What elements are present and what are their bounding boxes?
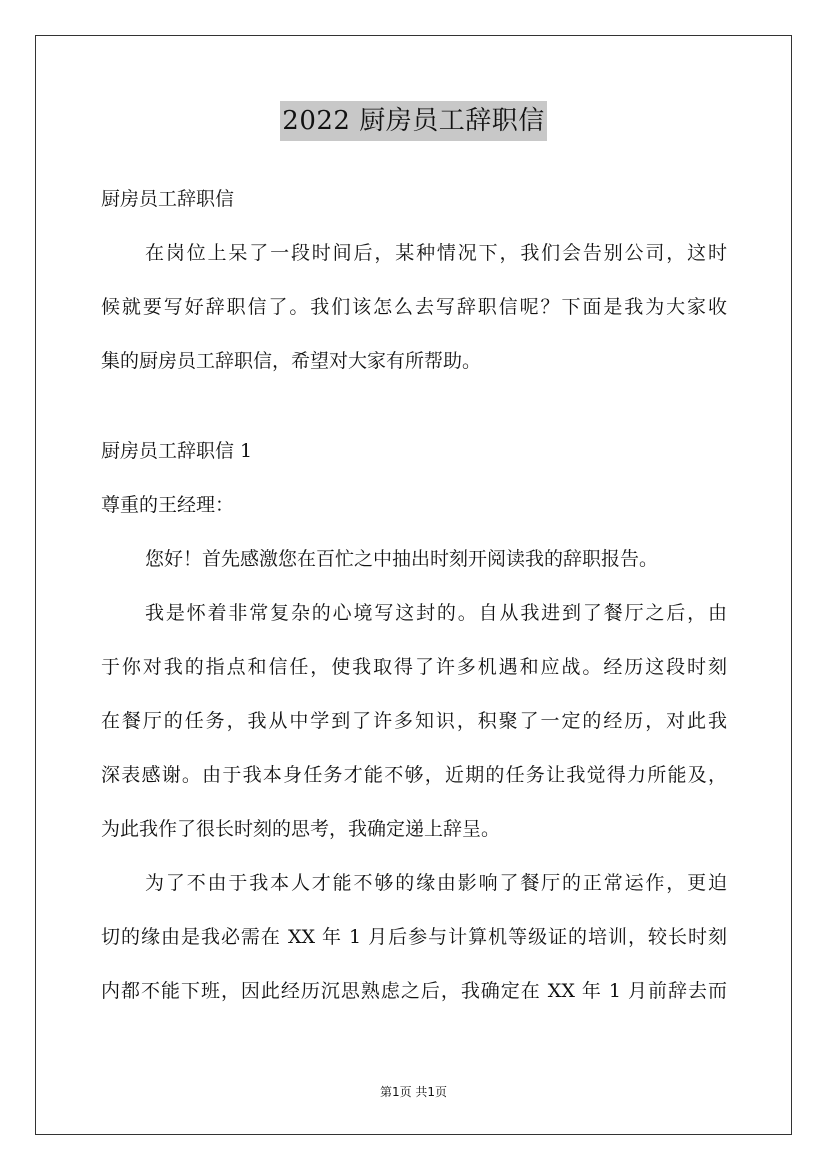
page-footer: 第1页 共1页 xyxy=(379,1085,448,1099)
document-title: 2022 厨房员工辞职信 xyxy=(280,101,546,141)
body-paragraph-line: 在餐厅的任务，我从中学到了许多知识，积聚了一定的经历，对此我 xyxy=(101,710,727,732)
salutation: 尊重的王经理： xyxy=(101,494,235,516)
body-paragraph-line: 内都不能下班，因此经历沉思熟虑之后，我确定在 XX 年 1 月前辞去而 xyxy=(101,980,727,1002)
body-paragraph-line: 您好！首先感激您在百忙之中抽出时刻开阅读我的辞职报告。 xyxy=(145,548,659,570)
intro-paragraph-line: 候就要写好辞职信了。我们该怎么去写辞职信呢？下面是我为大家收 xyxy=(101,296,727,318)
body-paragraph-line: 深表感谢。由于我本身任务才能不够，近期的任务让我觉得力所能及， xyxy=(101,764,727,786)
body-paragraph-line: 为此我作了很长时刻的思考，我确定递上辞呈。 xyxy=(101,818,501,840)
title-container xyxy=(0,101,827,141)
section-heading: 厨房员工辞职信 1 xyxy=(101,440,253,462)
paragraph-gap xyxy=(101,388,727,424)
intro-paragraph-line: 集的厨房员工辞职信，希望对大家有所帮助。 xyxy=(101,350,482,372)
intro-paragraph-line: 在岗位上呆了一段时间后，某种情况下，我们会告别公司，这时 xyxy=(145,242,727,264)
body-paragraph-line: 切的缘由是我必需在 XX 年 1 月后参与计算机等级证的培训，较长时刻 xyxy=(101,926,727,948)
body-paragraph-line: 于你对我的指点和信任，使我取得了许多机遇和应战。经历这段时刻 xyxy=(101,656,727,678)
document-body xyxy=(101,172,727,1018)
body-paragraph-line: 为了不由于我本人才能不够的缘由影响了餐厅的正常运作，更迫 xyxy=(145,872,727,894)
subtitle-line: 厨房员工辞职信 xyxy=(101,188,235,210)
body-paragraph-line: 我是怀着非常复杂的心境写这封的。自从我进到了餐厅之后，由 xyxy=(145,602,727,624)
